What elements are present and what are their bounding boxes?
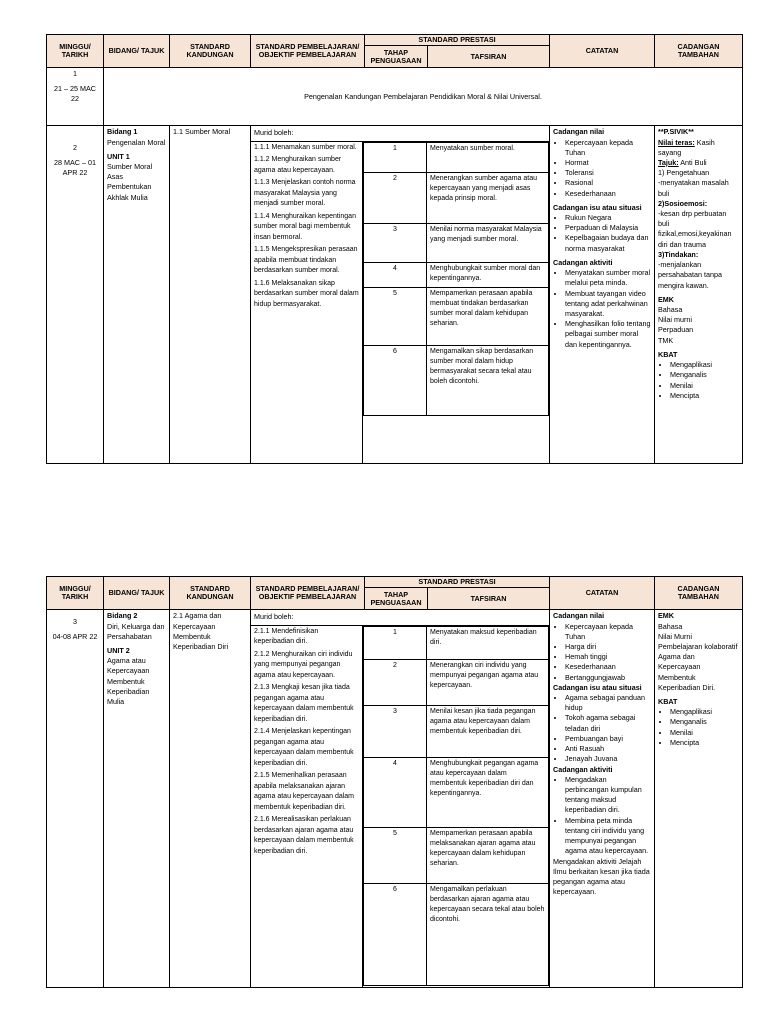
header-catatan: CATATAN — [550, 35, 655, 68]
cadangan-cell: EMK Bahasa Nilai Murni Pembelajaran kolaboratif Agama dan Kepercayaan Membentuk Keperibadian Diri. KBAT • Mengaplikasi • Menganalis • Menilai • Mencipta — [655, 610, 743, 988]
standard-kandungan-cell: 2.1 Agama dan Kepercayaan Membentuk Keperibadian Diri — [170, 610, 251, 988]
header-bidang: BIDANG/ TAJUK — [104, 35, 170, 68]
header-tafsiran: TAFSIRAN — [428, 588, 550, 610]
header-standard-prestasi: STANDARD PRESTASI — [365, 577, 550, 588]
header-standard-kandungan: STANDARD KANDUNGAN — [170, 577, 251, 610]
prestasi-table — [363, 626, 549, 986]
table-row: 2 Menerangkan sumber agama atau kepercayaan yang menjadi asas kepada prinsip moral. — [364, 172, 549, 223]
intro-text: Pengenalan Kandungan Pembelajaran Pendidikan Moral & Nilai Universal. — [104, 68, 743, 126]
murid-boleh: Murid boleh: — [254, 128, 294, 138]
header-tafsiran: TAFSIRAN — [428, 46, 550, 68]
header-tahap: TAHAP PENGUASAAN — [365, 588, 428, 610]
table-row: 2 Menerangkan ciri individu yang mempunyai pegangan agama atau kepercayaan. — [364, 659, 549, 705]
prestasi-table — [363, 142, 549, 416]
bidang-cell: Bidang 1 Pengenalan Moral UNIT 1 Sumber Moral Asas Pembentukan Akhlak Mulia — [104, 126, 170, 464]
header-tahap: TAHAP PENGUASAAN — [365, 46, 428, 68]
objectives-list: 1.1.1 Menamakan sumber moral. 1.1.2 Menghuraikan sumber agama atau kepercayaan. 1.1.3 Menjelaskan contoh norma masyarakat Malaysia yang menjadi sumber moral. 1.1.4 Menghuraikan kepentingan sumber moral bagi membentuk insan bermoral. 1.1.5 Mengekspresikan perasaan apabila membuat tindakan berdasarkan sumber moral. 1.1.6 Melaksanakan sikap berdasarkan sumber moral dalam hidup bermasyarakat. — [251, 142, 363, 464]
table-row: 4 Menghubungkait pegangan agama atau kepercayaan dalam membentuk keperibadian diri dan kepentingannya. — [364, 757, 549, 827]
lesson-plan-table-2 — [46, 576, 743, 988]
table-row: 5 Mempamerkan perasaan apabila membuat tindakan berdasarkan sumber moral dalam kehidupan seharian. — [364, 287, 549, 345]
murid-boleh: Murid boleh: — [254, 612, 294, 622]
week-cell: 2 28 MAC – 01 APR 22 — [47, 126, 104, 464]
objectives-and-prestasi — [251, 610, 550, 988]
header-minggu: MINGGU/ TARIKH — [47, 35, 104, 68]
header-bidang: BIDANG/ TAJUK — [104, 577, 170, 610]
header-standard-prestasi: STANDARD PRESTASI — [365, 35, 550, 46]
bidang-cell: Bidang 2 Diri, Keluarga dan Persahabatan UNIT 2 Agama atau Kepercayaan Membentuk Keperibadian Mulia — [104, 610, 170, 988]
table-row: 1 Menyatakan maksud keperibadian diri. — [364, 626, 549, 659]
header-cadangan: CADANGAN TAMBAHAN — [655, 577, 743, 610]
table-row: 4 Menghubungkait sumber moral dan kepentingannya. — [364, 262, 549, 287]
table-row: 6 Mengamalkan perlakuan berdasarkan ajaran agama atau kepercayaan secara tekal atau boleh dicontohi. — [364, 883, 549, 985]
objectives-and-prestasi — [251, 126, 550, 464]
week-cell: 1 21 – 25 MAC 22 — [47, 68, 104, 126]
standard-kandungan-cell: 1.1 Sumber Moral — [170, 126, 251, 464]
objectives-list: 2.1.1 Mendefinisikan keperibadian diri. 2.1.2 Menghuraikan ciri individu yang mempunyai pegangan agama atau kepercayaan. 2.1.3 Mengkaji kesan jika tiada pegangan agama atau kepercayaan dalam membentuk keperibadian diri. 2.1.4 Menjelaskan kepentingan pegangan agama atau kepercayaan dalam membentuk keperibadian diri. 2.1.5 Memerihalkan perasaan apabila melaksanakan ajaran agama atau kepercayaan dalam membentuk keperibadian diri. 2.1.6 Merealisasikan perlakuan berdasarkan ajaran agama atau kepercayaan dalam membentuk keperibadian diri. — [251, 626, 363, 988]
cadangan-cell: **P.SIVIK** Nilai teras: Kasih sayang Tajuk: Anti Buli 1) Pengetahuan -menyatakan masalah buli 2)Sosioemosi: -kesan drp perbuatan buli fizikal,emosi,keyakinan diri dan trauma 3)Tindakan: -menjalankan persahabatan tanpa mengira kawan. EMK Bahasa Nilai murni Perpaduan TMK KBAT • Mengaplikasi • Menganalis • Menilai • Mencipta — [655, 126, 743, 464]
header-standard-pembelajaran: STANDARD PEMBELAJARAN/ OBJEKTIF PEMBELAJARAN — [251, 35, 365, 68]
table-row: 5 Mempamerkan perasaan apabila melaksanakan ajaran agama atau kepercayaan dalam kehidupan seharian. — [364, 827, 549, 883]
week-cell: 3 04-08 APR 22 — [47, 610, 104, 988]
header-catatan: CATATAN — [550, 577, 655, 610]
table-row: 3 Menilai kesan jika tiada pegangan agama atau kepercayaan dalam membentuk keperibadian diri. — [364, 705, 549, 757]
header-standard-kandungan: STANDARD KANDUNGAN — [170, 35, 251, 68]
header-cadangan: CADANGAN TAMBAHAN — [655, 35, 743, 68]
catatan-cell: Cadangan nilai • Kepercayaan kepada Tuhan • Hormat • Toleransi • Rasional • Kesederhanaan Cadangan isu atau situasi • Rukun Negara • Perpaduan di Malaysia • Kepelbagaian budaya dan norma masyarakat Cadangan aktiviti • Menyatakan sumber moral melalui peta minda. • Membuat tayangan video tentang adat perkahwinan masyarakat. • Menghasilkan folio tentang pelbagai sumber moral dan kepentingannya. — [550, 126, 655, 464]
catatan-cell: Cadangan nilai • Kepercayaan kepada Tuhan • Harga diri • Hemah tinggi • Kesederhanaan • Bertanggungjawab Cadangan isu atau situasi • Agama sebagai panduan hidup • Tokoh agama sebagai teladan diri • Pembuangan bayi • Anti Rasuah • Jenayah Juvana Cadangan aktiviti • Mengadakan perbincangan kumpulan tentang maksud keperibadian diri. • Membina peta minda tentang ciri individu yang mempunyai pegangan agama atau kepercayaan. Mengadakan aktiviti Jelajah Ilmu berkaitan kesan jika tiada pegangan agama atau kepercayaan. — [550, 610, 655, 988]
header-standard-pembelajaran: STANDARD PEMBELAJARAN/ OBJEKTIF PEMBELAJARAN — [251, 577, 365, 610]
table-row: 1 Menyatakan sumber moral. — [364, 142, 549, 172]
lesson-plan-table-1 — [46, 34, 743, 464]
header-minggu: MINGGU/ TARIKH — [47, 577, 104, 610]
table-row: 3 Menilai norma masyarakat Malaysia yang menjadi sumber moral. — [364, 223, 549, 262]
table-row: 6 Mengamalkan sikap berdasarkan sumber moral dalam hidup bermasyarakat secara tekal atau boleh dicontohi. — [364, 345, 549, 415]
